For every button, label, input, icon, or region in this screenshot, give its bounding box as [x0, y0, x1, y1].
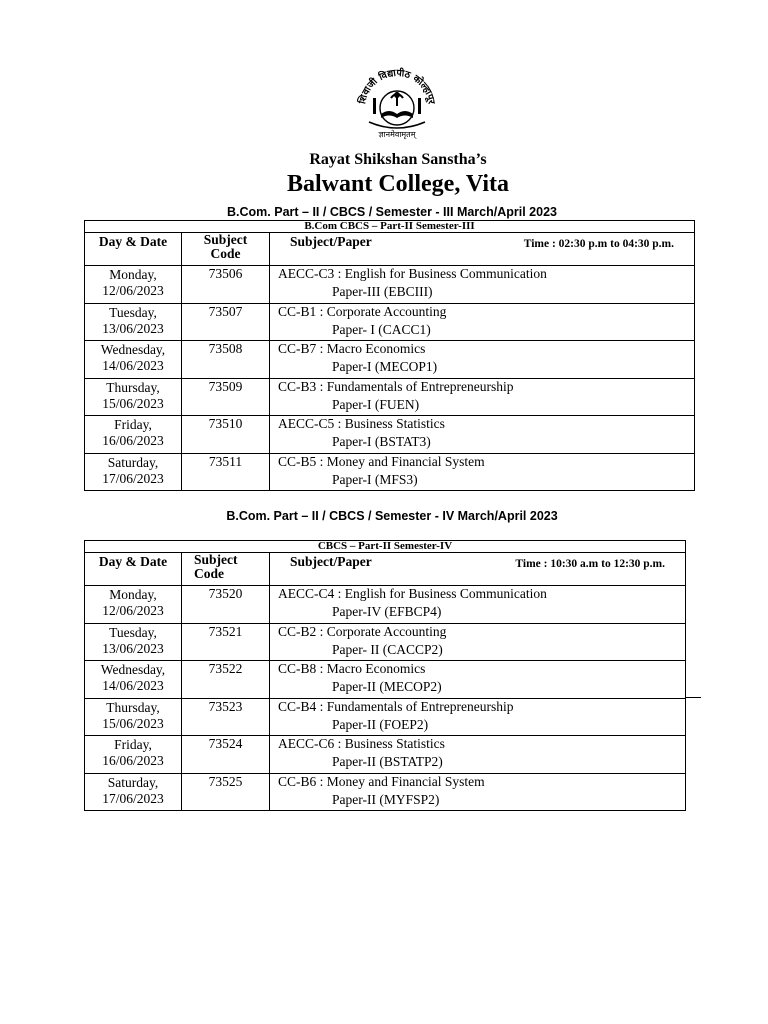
- day-date-cell: [85, 586, 182, 624]
- seal-text-top: शिवाजी विद्यापीठ कोल्हापूर: [357, 67, 437, 106]
- day-name: Saturday,: [107, 454, 159, 470]
- table-row: [85, 736, 686, 774]
- subject-code: 73523: [182, 698, 270, 736]
- paper-name: Paper-III (EBCIII): [332, 284, 433, 299]
- day-date-cell: [85, 266, 182, 304]
- exam-date: 15/06/2023: [102, 715, 164, 731]
- subject-name: AECC-C4 : English for Business Communication: [278, 586, 547, 601]
- day-date-cell: [85, 661, 182, 699]
- day-name: Saturday,: [107, 774, 159, 790]
- subject-name: CC-B4 : Fundamentals of Entrepreneurship: [278, 698, 514, 714]
- day-name: Monday,: [109, 587, 157, 602]
- sanstha-name: Rayat Shikshan Sanstha’s: [309, 151, 487, 168]
- day-date-cell: [85, 303, 182, 341]
- subject-code: 73524: [182, 736, 270, 774]
- paper-name: Paper-II (BSTATP2): [332, 754, 443, 769]
- day-name: Thursday,: [106, 699, 160, 715]
- day-name: Tuesday,: [109, 624, 157, 640]
- semester-4-caption: CBCS – Part-II Semester-IV: [85, 541, 686, 553]
- subject-code: 73521: [182, 623, 270, 661]
- stray-rule-line: [685, 697, 701, 698]
- day-date-cell: [85, 416, 182, 454]
- day-name: Friday,: [114, 737, 152, 752]
- college-name: Balwant College, Vita: [287, 171, 509, 197]
- subject-code: 73511: [182, 453, 270, 491]
- subject-paper-cell: [270, 266, 695, 304]
- table-row: [85, 416, 695, 454]
- table-row: [85, 698, 686, 736]
- table-row: [85, 341, 695, 379]
- semester-3-caption: B.Com CBCS – Part-II Semester-III: [85, 221, 695, 233]
- exam-date: 15/06/2023: [102, 395, 164, 411]
- subject-paper-cell: [270, 303, 695, 341]
- column-header-subject-paper: [270, 553, 686, 586]
- day-date-cell: [85, 773, 182, 811]
- subject-paper-cell: [270, 341, 695, 379]
- subject-name: CC-B7 : Macro Economics: [278, 341, 426, 356]
- subject-paper-cell: [270, 698, 686, 736]
- table-row: [85, 586, 686, 624]
- university-seal-logo: [351, 62, 443, 140]
- day-name: Wednesday,: [100, 342, 166, 357]
- semester-4-timetable: [84, 540, 686, 811]
- subject-paper-cell: [270, 586, 686, 624]
- subject-paper-cell: [270, 661, 686, 699]
- exam-date: 17/06/2023: [102, 790, 164, 806]
- table-row: [85, 453, 695, 491]
- paper-name: Paper-II (MYFSP2): [332, 791, 440, 807]
- paper-name: Paper-I (BSTAT3): [332, 434, 431, 449]
- exam-time: Time : 10:30 a.m to 12:30 p.m.: [515, 558, 665, 570]
- subject-code: 73507: [182, 303, 270, 341]
- paper-name: Paper-I (MECOP1): [332, 359, 438, 374]
- subject-code: 73508: [182, 341, 270, 379]
- exam-date: 16/06/2023: [102, 753, 164, 768]
- subject-name: CC-B6 : Money and Financial System: [278, 773, 485, 789]
- exam-date: 13/06/2023: [102, 320, 164, 336]
- day-date-cell: [85, 736, 182, 774]
- subject-name: CC-B2 : Corporate Accounting: [278, 623, 447, 639]
- paper-name: Paper-I (MFS3): [332, 471, 418, 487]
- day-name: Friday,: [114, 417, 152, 432]
- paper-name: Paper-I (FUEN): [332, 396, 420, 412]
- table-row: [85, 303, 695, 341]
- exam-date: 16/06/2023: [102, 433, 164, 448]
- column-header-subject-code: Subject Code: [182, 233, 270, 266]
- paper-name: Paper-IV (EFBCP4): [332, 604, 442, 619]
- day-date-cell: [85, 341, 182, 379]
- subject-code: 73525: [182, 773, 270, 811]
- subject-name: CC-B1 : Corporate Accounting: [278, 303, 447, 319]
- exam-date: 13/06/2023: [102, 640, 164, 656]
- subject-name: AECC-C5 : Business Statistics: [278, 416, 445, 431]
- semester-4-heading: B.Com. Part – II / CBCS / Semester - IV March/April 2023: [226, 509, 558, 523]
- subject-name: CC-B8 : Macro Economics: [278, 661, 426, 676]
- paper-name: Paper- I (CACC1): [332, 321, 431, 337]
- subject-code: 73522: [182, 661, 270, 699]
- subject-paper-label: Subject/Paper: [290, 554, 372, 569]
- day-date-cell: [85, 623, 182, 661]
- day-name: Thursday,: [106, 379, 160, 395]
- subject-paper-cell: [270, 378, 695, 416]
- subject-paper-cell: [270, 623, 686, 661]
- column-header-subject-paper: [270, 233, 695, 266]
- subject-paper-cell: [270, 416, 695, 454]
- column-header-day-date: Day & Date: [85, 553, 182, 586]
- table-row: [85, 661, 686, 699]
- day-name: Tuesday,: [109, 304, 157, 320]
- exam-date: 14/06/2023: [102, 358, 164, 373]
- day-date-cell: [85, 453, 182, 491]
- paper-name: Paper-II (FOEP2): [332, 716, 429, 732]
- subject-code: 73510: [182, 416, 270, 454]
- subject-name: AECC-C3 : English for Business Communication: [278, 266, 547, 281]
- subject-name: CC-B3 : Fundamentals of Entrepreneurship: [278, 378, 514, 394]
- table-row: [85, 623, 686, 661]
- exam-date: 17/06/2023: [102, 470, 164, 486]
- subject-paper-label: Subject/Paper: [290, 234, 372, 249]
- exam-date: 14/06/2023: [102, 678, 164, 693]
- table-row: [85, 378, 695, 416]
- paper-name: Paper-II (MECOP2): [332, 679, 442, 694]
- exam-time: Time : 02:30 p.m to 04:30 p.m.: [523, 238, 675, 250]
- subject-name: AECC-C6 : Business Statistics: [278, 736, 445, 751]
- column-header-day-date: Day & Date: [85, 233, 182, 266]
- subject-paper-cell: [270, 453, 695, 491]
- subject-code: 73506: [182, 266, 270, 304]
- day-name: Wednesday,: [100, 662, 166, 677]
- subject-code: 73509: [182, 378, 270, 416]
- subject-paper-cell: [270, 773, 686, 811]
- column-header-subject-code: Subject Code: [182, 553, 270, 586]
- paper-name: Paper- II (CACCP2): [332, 641, 443, 657]
- table-row: [85, 266, 695, 304]
- seal-text-bottom: ज्ञानमेवामृतम्: [378, 130, 416, 139]
- table-row: [85, 773, 686, 811]
- subject-name: CC-B5 : Money and Financial System: [278, 453, 485, 469]
- day-date-cell: [85, 378, 182, 416]
- day-name: Monday,: [109, 267, 157, 282]
- semester-3-timetable: [84, 220, 695, 491]
- subject-paper-cell: [270, 736, 686, 774]
- subject-code: 73520: [182, 586, 270, 624]
- exam-date: 12/06/2023: [102, 603, 164, 618]
- exam-date: 12/06/2023: [102, 283, 164, 298]
- semester-3-heading: B.Com. Part – II / CBCS / Semester - III March/April 2023: [227, 205, 557, 219]
- day-date-cell: [85, 698, 182, 736]
